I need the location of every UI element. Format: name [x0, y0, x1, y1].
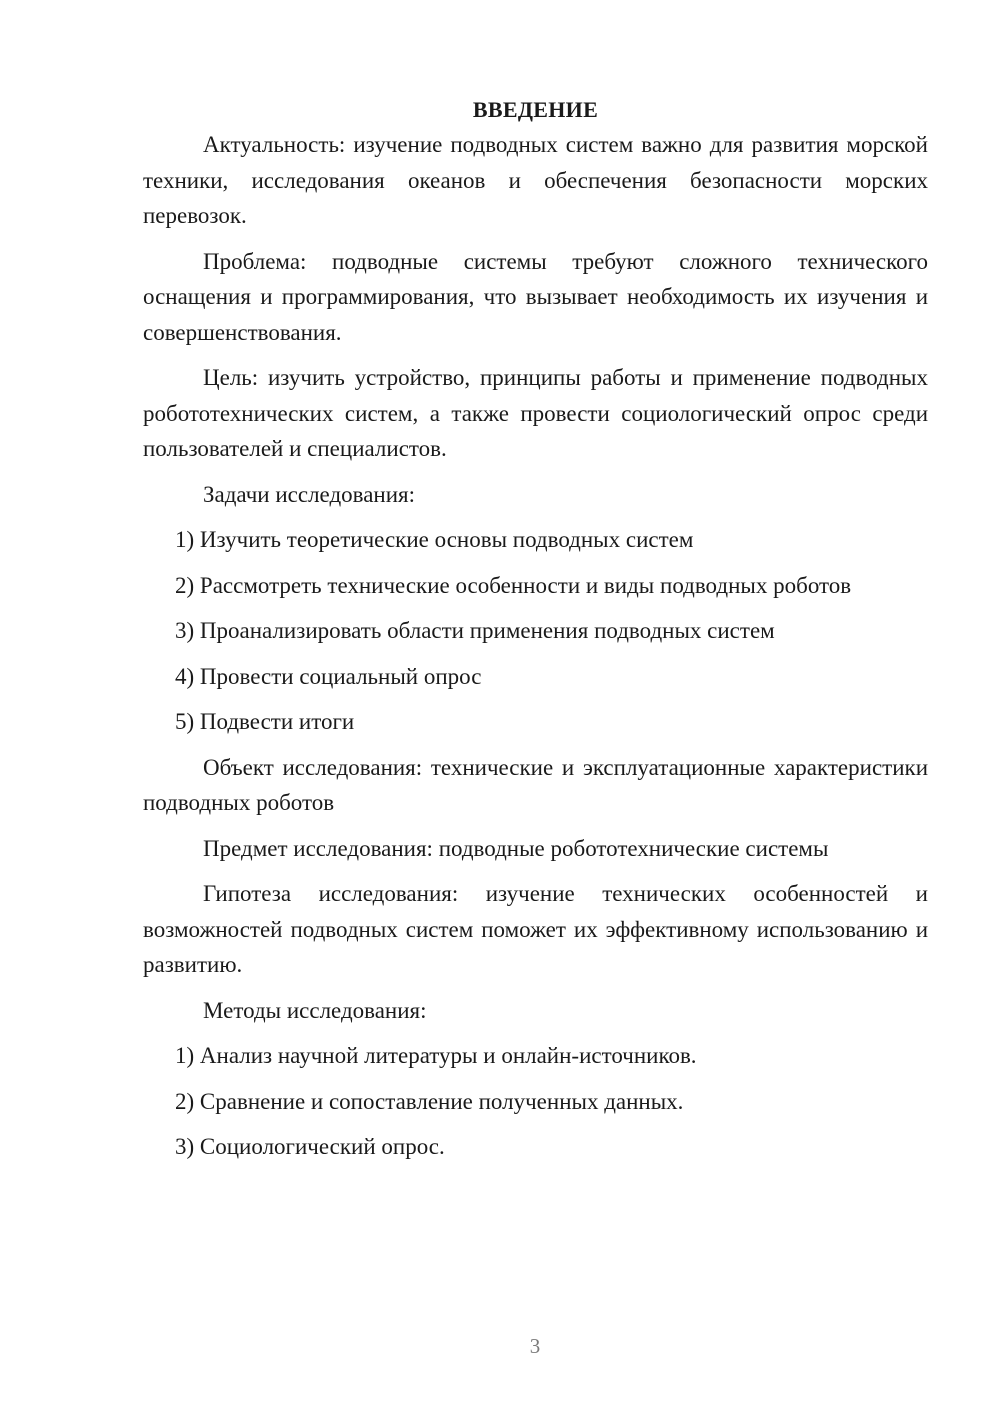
hypothesis-paragraph: Гипотеза исследования: изучение технических особенностей и возможностей подводных систем поможет их эффективному использованию и развитию. [143, 881, 928, 977]
subject-paragraph: Предмет исследования: подводные робототехнические системы [203, 835, 829, 861]
page-content [143, 92, 928, 1175]
list-item: 1) Анализ научной литературы и онлайн-источников. [175, 1043, 697, 1068]
list-item: 2) Сравнение и сопоставление полученных данных. [175, 1088, 684, 1114]
methods-heading: Методы исследования: [203, 997, 427, 1023]
relevance-paragraph: Актуальность: изучение подводных систем важно для развития морской техники, исследования океанов и обеспечения безопасности морских перевозок. [143, 132, 928, 228]
page-title: ВВЕДЕНИЕ [472, 97, 599, 122]
list-item: 3) Проанализировать области применения подводных систем [175, 618, 775, 643]
list-item: 1) Изучить теоретические основы подводных систем [175, 527, 694, 552]
goal-paragraph: Цель: изучить устройство, принципы работы и применение подводных робототехнических систем, а также провести социологический опрос среди пользователей и специалистов. [143, 365, 928, 461]
list-item: 5) Подвести итоги [175, 709, 355, 734]
object-paragraph: Объект исследования: технические и эксплуатационные характеристики подводных роботов [143, 754, 928, 815]
tasks-heading: Задачи исследования: [203, 481, 416, 507]
tasks-list [143, 522, 928, 740]
list-item: 2) Рассмотреть технические особенности и виды подводных роботов [175, 572, 852, 598]
methods-list [143, 1038, 928, 1165]
problem-paragraph: Проблема: подводные системы требуют сложного технического оснащения и программирования, что вызывает необходимость их изучения и совершенствования. [143, 248, 928, 345]
list-item: 3) Социологический опрос. [175, 1134, 445, 1159]
page-number: 3 [529, 1334, 541, 1358]
list-item: 4) Провести социальный опрос [175, 663, 482, 689]
